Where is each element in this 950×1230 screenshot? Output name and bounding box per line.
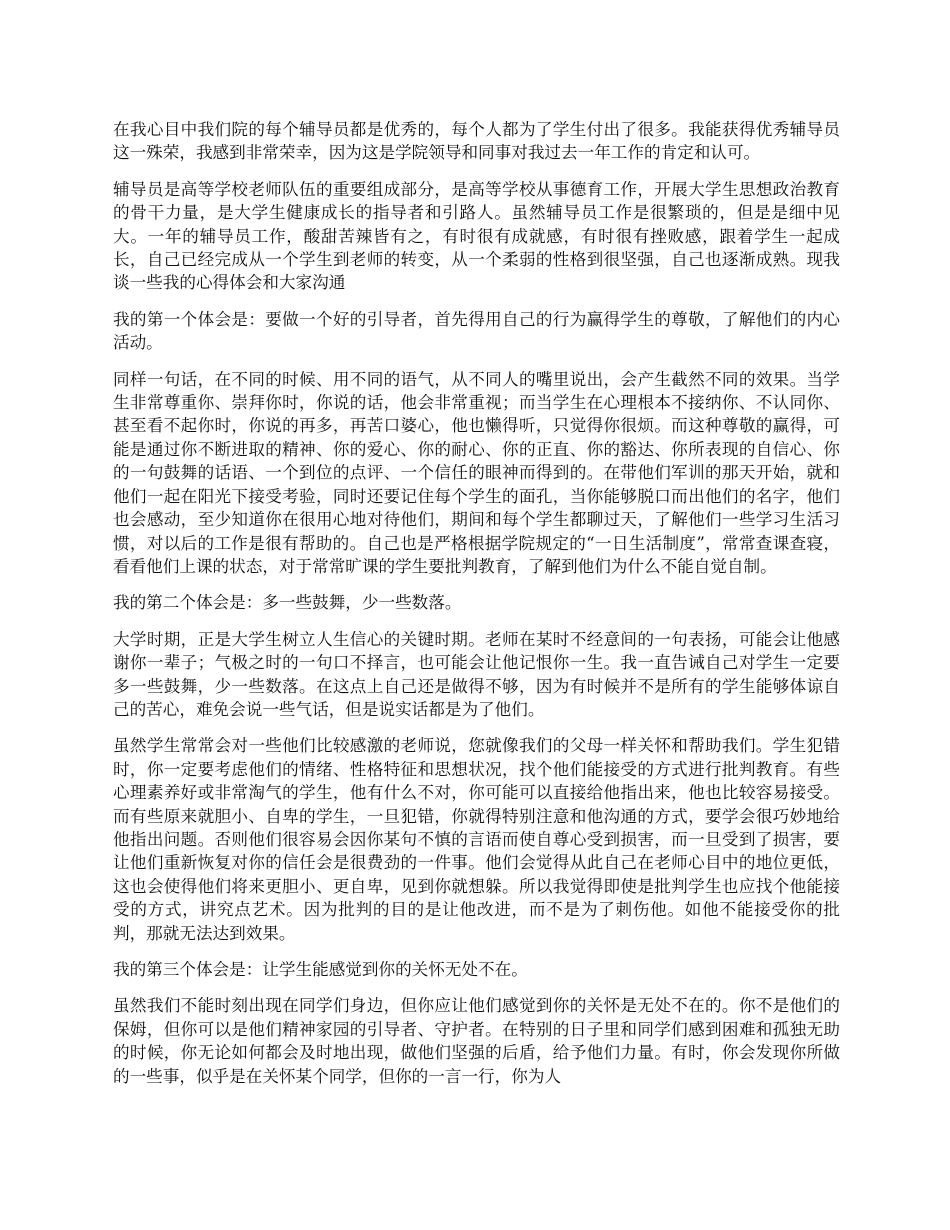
paragraph-encouragement: 大学时期，正是大学生树立人生信心的关键时期。老师在某时不经意间的一句表扬，可能会让他感谢你一辈子；气极之时的一句口不择言，也可能会让他记恨你一生。我一直告诫自己对学生一定要多一些鼓舞，少一些数落。在这点上自己还是做得不够，因为有时候并不是所有的学生能够体谅自己的苦心，难免会说一些气话，但是说实话都是为了他们。 [113, 629, 840, 719]
paragraph-care-everywhere: 虽然我们不能时刻出现在同学们身边，但你应让他们感觉到你的关怀是无处不在的。你不是他们的保姆，但你可以是他们精神家园的引导者、守护者。在特别的日子里和同学们感到困难和孤独无助的时候，你无论如何都会及时地出现，做他们坚强的后盾，给予他们力量。有时，你会发现你所做的一些事，似乎是在关怀某个同学，但你的一言一行，你为人 [113, 996, 840, 1086]
paragraph-counselor-role: 辅导员是高等学校老师队伍的重要组成部分，是高等学校从事德育工作，开展大学生思想政治教育的骨干力量，是大学生健康成长的指导者和引路人。虽然辅导员工作是很繁琐的，但是是细中见大。一年的辅导员工作，酸甜苦辣皆有之，有时很有成就感，有时很有挫败感，跟着学生一起成长，自己已经完成从一个学生到老师的转变，从一个柔弱的性格到很坚强，自己也逐渐成熟。现我谈一些我的心得体会和大家沟通 [113, 179, 840, 293]
paragraph-third-insight: 我的第三个体会是：让学生能感觉到你的关怀无处不在。 [113, 960, 528, 979]
paragraph-second-insight: 我的第二个体会是：多一些鼓舞，少一些数落。 [113, 593, 462, 613]
paragraph-criticism-method: 虽然学生常常会对一些他们比较感激的老师说，您就像我们的父母一样关怀和帮助我们。学生犯错时，你一定要考虑他们的情绪、性格特征和思想状况，找个他们能接受的方式进行批判教育。有些心理素养好或非常淘气的学生，他有什么不对，你可能可以直接给他指出来，他也比较容易接受。而有些原来就胆小、自卑的学生，一旦犯错，你就得特别注意和他沟通的方式，要学会很巧妙地给他指出问题。否则他们很容易会因你某句不慎的言语而使自尊心受到损害，而一旦受到了损害，要让他们重新恢复对你的信任会是很费劲的一件事。他们会觉得从此自己在老师心目中的地位更低，这也会使得他们将来更胆小、更自卑，见到你就想躲。所以我觉得即使是批判学生也应找个他能接受的方式，讲究点艺术。因为批判的目的是让他改进，而不是为了刺伤他。如他不能接受你的批判，那就无法达到效果。 [113, 736, 840, 943]
paragraph-earning-respect: 同样一句话，在不同的时候、用不同的语气，从不同人的嘴里说出，会产生截然不同的效果。当学生非常尊重你、崇拜你时，你说的话，他会非常重视；而当学生在心理根本不接纳你、不认同你、甚至看不起你时，你说的再多，再苦口婆心，他也懒得听，只觉得你很烦。而这种尊敬的赢得，可能是通过你不断进取的精神、你的爱心、你的耐心、你的正直、你的豁达、你所表现的自信心、你的一句鼓舞的话语、一个到位的点评、一个信任的眼神而得到的。在带他们军训的那天开始，就和他们一起在阳光下接受考验，同时还要记住每个学生的面孔，当你能够脱口而出他们的名字，他们也会感动，至少知道你在很用心地对待他们，期间和每个学生都聊过天，了解他们一些学习生活习惯，对以后的工作是很有帮助的。自己也是严格根据学院规定的“一日生活制度”，常常查课查寝，看看他们上课的状态，对于常常旷课的学生要批判教育，了解到他们为什么不能自觉自制。 [113, 369, 840, 576]
paragraph-intro: 在我心目中我们院的每个辅导员都是优秀的，每个人都为了学生付出了很多。我能获得优秀辅导员这一殊荣，我感到非常荣幸，因为这是学院领导和同事对我过去一年工作的肯定和认可。 [113, 120, 840, 163]
document-body [113, 118, 840, 1101]
paragraph-first-insight: 我的第一个体会是：要做一个好的引导者，首先得用自己的行为赢得学生的尊敬，了解他们的内心活动。 [113, 309, 840, 353]
